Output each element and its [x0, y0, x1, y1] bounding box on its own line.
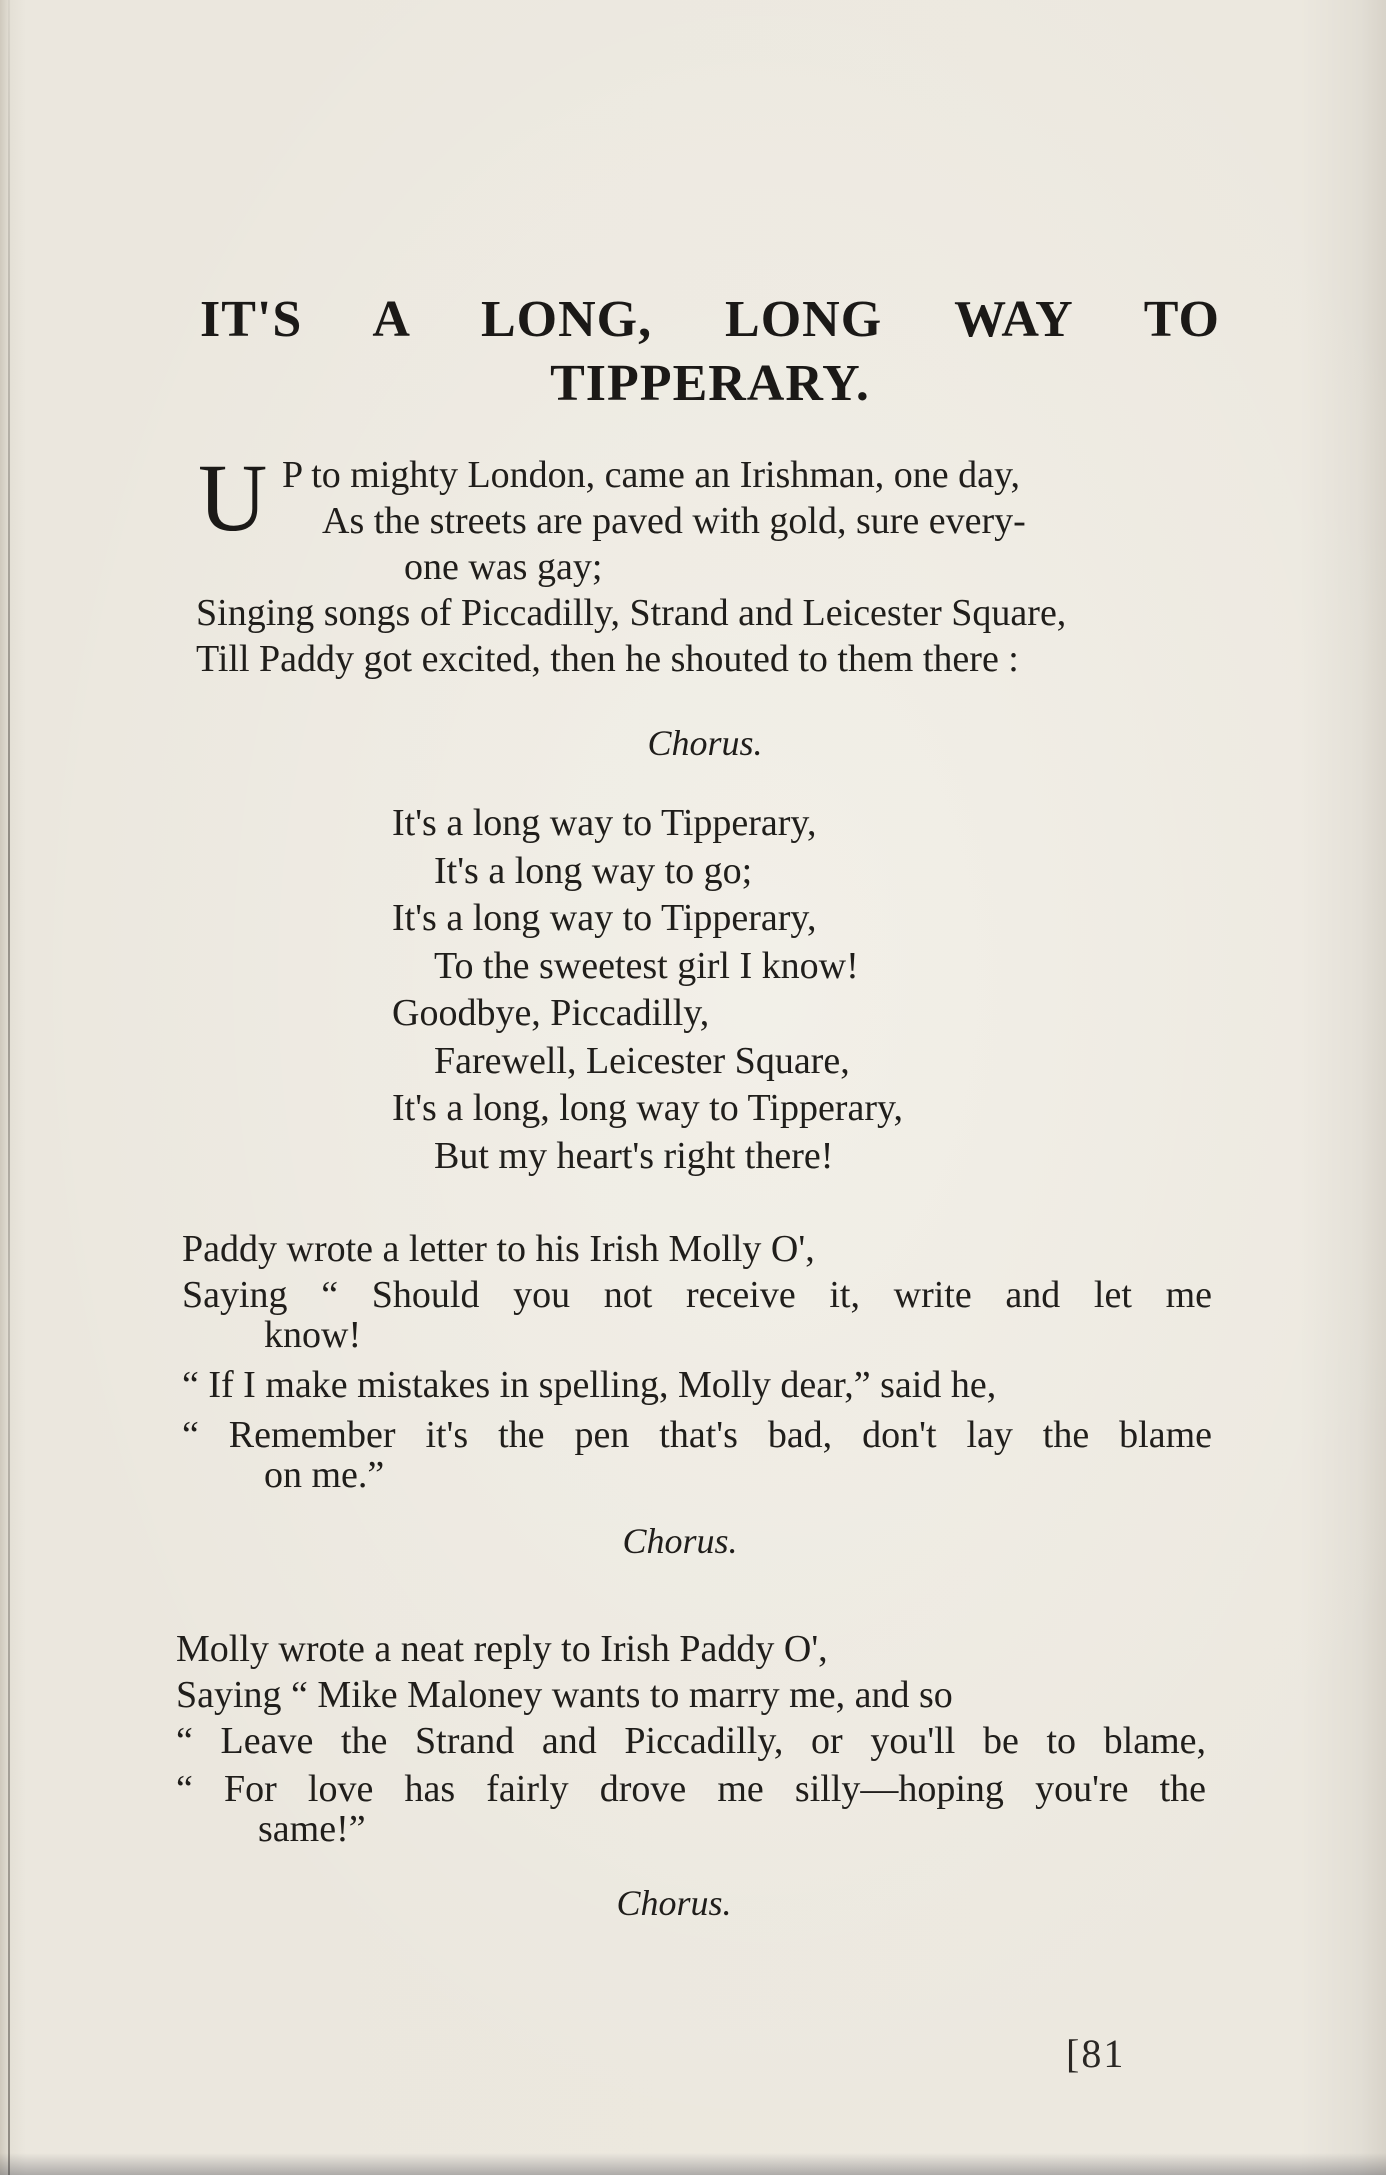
verse-1-line: As the streets are paved with gold, sure every- [322, 500, 1026, 542]
verse-1-line: Singing songs of Piccadilly, Strand and Leicester Square, [196, 592, 1067, 634]
verse-3-line: “ Leave the Strand and Piccadilly, or you'll be to blame, [176, 1720, 1206, 1762]
chorus-line: Goodbye, Piccadilly, [392, 992, 710, 1034]
chorus-heading: Chorus. [622, 1521, 738, 1561]
verse-3 [176, 1626, 1206, 1852]
verse-2 [182, 1226, 1212, 1498]
chorus-line: It's a long way to Tipperary, [392, 802, 817, 844]
verse-1-line: one was gay; [404, 546, 603, 588]
verse-2-line: Saying “ Should you not receive it, write and let me [182, 1274, 1212, 1316]
verse-2-line: on me.” [264, 1454, 385, 1496]
chorus-line: But my heart's right there! [434, 1134, 834, 1177]
song-title-line-1: IT'S A LONG, LONG WAY TO [200, 291, 1220, 348]
verse-3-line: same!” [258, 1808, 366, 1850]
verse-2-line: Paddy wrote a letter to his Irish Molly O', [182, 1228, 815, 1270]
verse-1 [196, 444, 1218, 682]
verse-2-line: “ Remember it's the pen that's bad, don't lay the blame [182, 1414, 1212, 1456]
verse-3-line: Molly wrote a neat reply to Irish Paddy O', [176, 1628, 828, 1670]
page-gutter-edge [8, 0, 10, 2175]
chorus-line: It's a long way to Tipperary, [392, 897, 817, 939]
chorus-line: Farewell, Leicester Square, [434, 1039, 850, 1082]
verse-2-line: “ If I make mistakes in spelling, Molly dear,” said he, [182, 1364, 997, 1406]
song-title [200, 288, 1220, 416]
chorus-line: It's a long, long way to Tipperary, [392, 1087, 904, 1129]
verse-3-line: “ For love has fairly drove me silly—hoping you're the [176, 1768, 1206, 1810]
page-number: [81 [1066, 2031, 1126, 2076]
verse-1-line: Till Paddy got excited, then he shouted to them there : [196, 638, 1019, 680]
song-title-line-2: TIPPERARY. [550, 355, 870, 412]
chorus-block [392, 800, 1092, 1180]
chorus-line: To the sweetest girl I know! [434, 944, 859, 987]
drop-cap: U [198, 444, 268, 551]
verse-3-line: Saying “ Mike Maloney wants to marry me, and so [176, 1674, 953, 1716]
chorus-line: It's a long way to go; [434, 849, 753, 892]
page-bottom-shadow [0, 2153, 1386, 2175]
chorus-heading: Chorus. [647, 723, 763, 763]
verse-1-line: P to mighty London, came an Irishman, one day, [282, 454, 1021, 496]
verse-2-line: know! [264, 1314, 362, 1356]
chorus-heading: Chorus. [616, 1883, 732, 1923]
